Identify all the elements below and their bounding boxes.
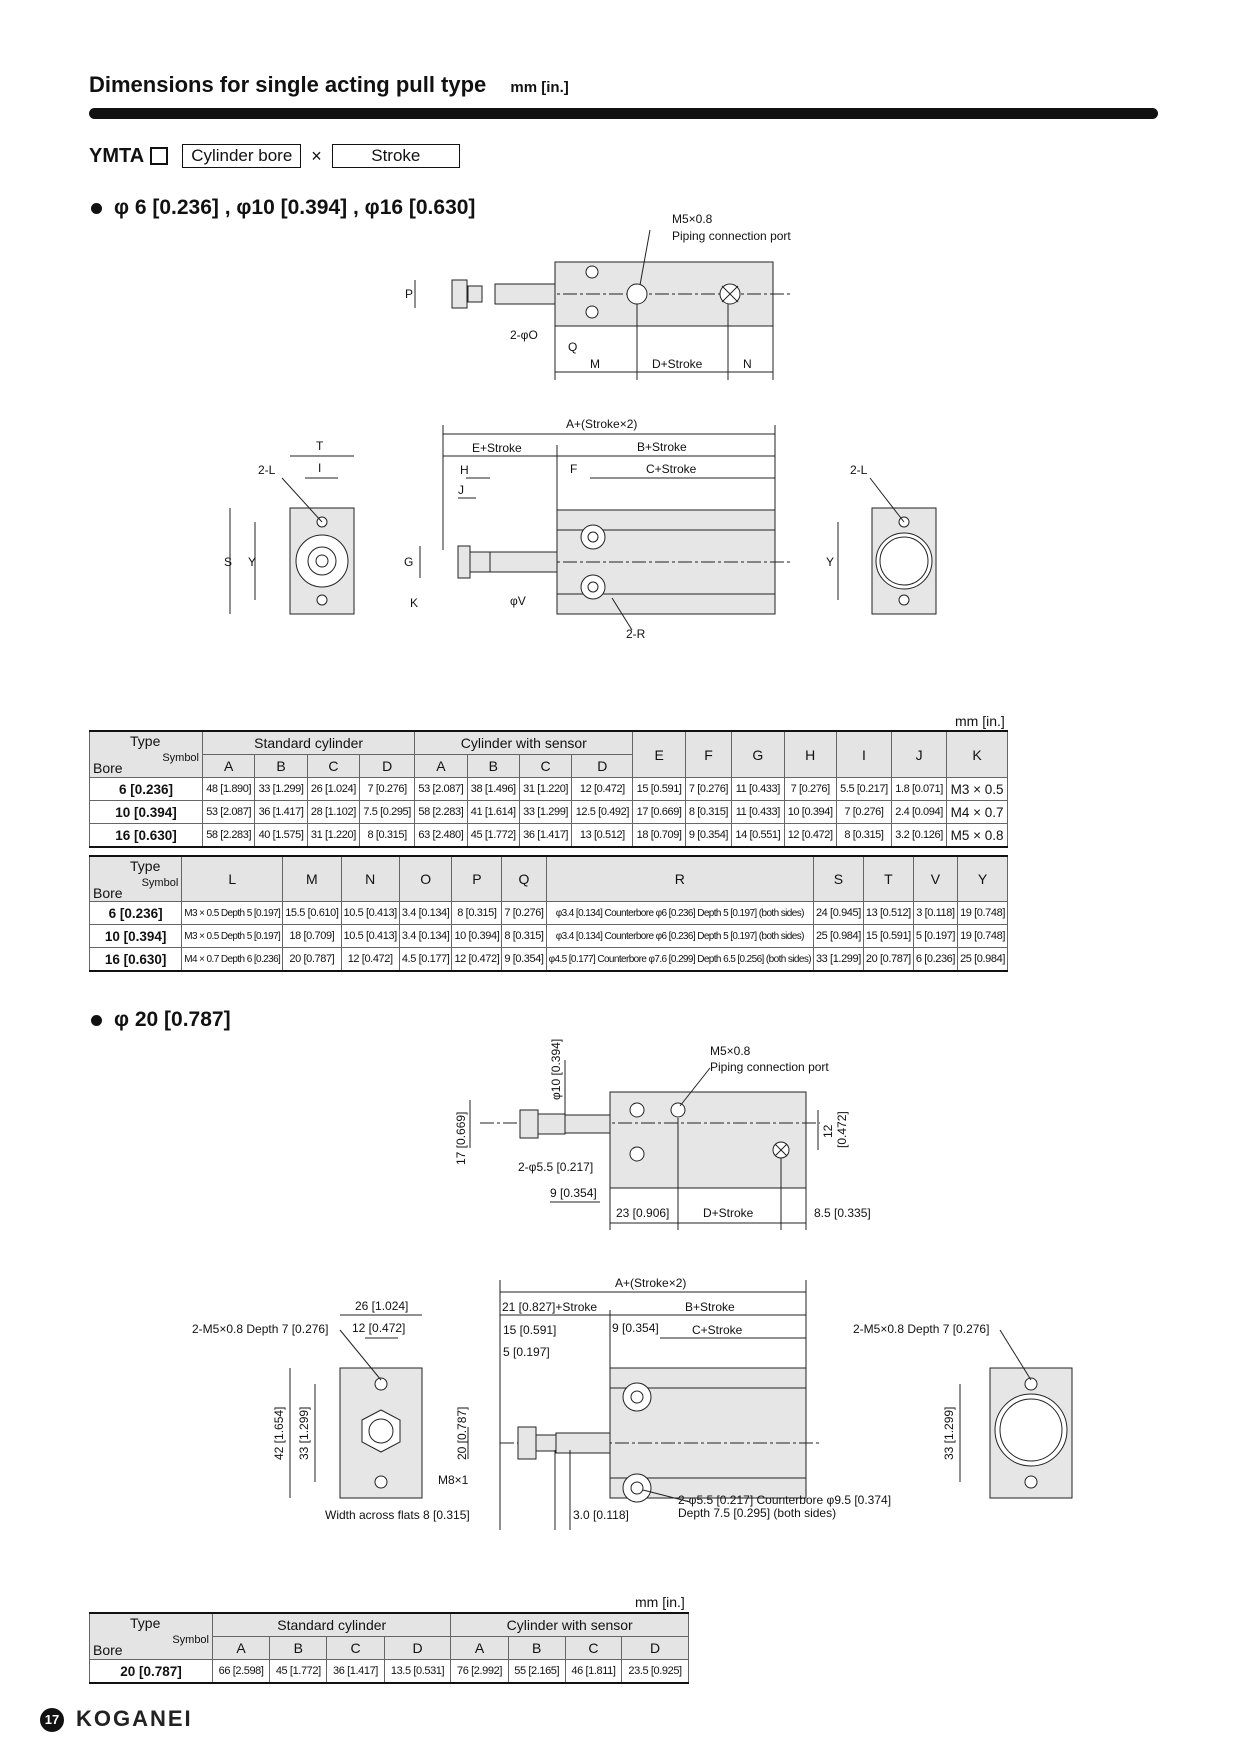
col-a-sensor: A [415,755,467,778]
lbl-f: F [570,462,578,476]
col-d-sensor: D [572,755,633,778]
table-cell: 66 [2.598] [213,1660,270,1684]
lbl-d12a: 12 [821,1124,835,1138]
lbl-2r: 2-R [626,627,646,641]
lbl-d12: 12 [0.472] [352,1321,406,1335]
bore-cell: 6 [0.236] [90,902,182,925]
col-d: D [384,1637,451,1660]
lbl-j: J [458,483,464,497]
table-cell: 4.5 [0.177] [399,948,452,972]
title-unit: mm [in.] [510,79,569,96]
table-cell: 15 [0.591] [863,925,913,948]
lbl-d20: 20 [0.787] [455,1406,469,1460]
table-cell: 3 [0.118] [913,902,957,925]
brand-logo: KOGANEI [76,1706,193,1731]
lbl-2l-left: 2-L [258,463,276,477]
table-header-row [90,731,1008,755]
bore-cell: 10 [0.394] [90,925,182,948]
section1-heading-text: φ 6 [0.236] , φ10 [0.394] , φ16 [0.630] [114,196,476,219]
lbl-y-left: Y [248,555,257,569]
table-cell: 76 [2.992] [451,1660,508,1684]
table-cell: 7 [0.276] [685,778,731,801]
bore-cell: 6 [0.236] [90,778,203,801]
table-cell: 11 [0.433] [732,801,784,824]
section2-heading [91,1008,231,1032]
type-symbol-cell: Type Symbol Bore [90,1613,213,1660]
table-header-row [90,1613,689,1637]
col-r: R [546,856,813,902]
page-title [89,72,569,98]
table-cell: 9 [0.354] [685,824,731,848]
col-t: T [863,856,913,902]
col-p: P [452,856,502,902]
header-rule [89,108,1158,119]
col-v: V [913,856,957,902]
table-cell: 5.5 [0.217] [836,778,891,801]
table-cell: 31 [1.220] [519,778,571,801]
table-cell: 15.5 [0.610] [283,902,341,925]
lbl-t: T [316,439,324,453]
table-cell: 24 [0.945] [813,902,863,925]
model-code [89,144,460,168]
lbl-k: K [410,596,419,610]
lbl-i: I [318,461,322,475]
table-cell: 10.5 [0.413] [341,902,399,925]
stroke-box: Stroke [332,144,460,168]
col-a-sensor: A [451,1637,508,1660]
table-cell: 7 [0.276] [360,778,415,801]
table-cell: 36 [1.417] [327,1660,384,1684]
table-cell: 38 [1.496] [467,778,519,801]
col-o: O [399,856,452,902]
col-b: B [270,1637,327,1660]
unit-label-2: mm [in.] [635,1594,685,1610]
table-cell: 53 [2.087] [415,778,467,801]
table-cell: 36 [1.417] [255,801,307,824]
spec-table-1 [89,730,1008,848]
lbl-d15: 15 [0.591] [503,1323,557,1337]
lbl-d42: 42 [1.654] [272,1406,286,1460]
table-cell: 25 [0.984] [813,925,863,948]
table-cell: 31 [1.220] [307,824,359,848]
table-cell: 1.8 [0.071] [892,778,947,801]
lbl-d-stroke: D+Stroke [703,1206,754,1220]
section1-drawing [0,200,1240,650]
table-cell: 3.4 [0.134] [399,902,452,925]
table-cell: 9 [0.354] [502,948,546,972]
lbl-p: P [405,287,414,301]
table-row [90,778,1008,801]
group-sensor: Cylinder with sensor [415,731,633,755]
lbl-d33-right: 33 [1.299] [942,1406,956,1460]
table-cell: 58 [2.283] [203,824,255,848]
title-text: Dimensions for single acting pull type [89,72,487,97]
bore-cell: 10 [0.394] [90,801,203,824]
table-header-row [90,856,1008,902]
table-cell: 33 [1.299] [813,948,863,972]
table-cell: 7 [0.276] [502,902,546,925]
lbl-a-stroke: A+(Stroke×2) [615,1276,687,1290]
table-cell: 8 [0.315] [836,824,891,848]
col-j: J [892,731,947,778]
table-cell: 40 [1.575] [255,824,307,848]
table-cell: φ3.4 [0.134] Counterbore φ6 [0.236] Depth 5 [0.197] (both sides) [546,902,813,925]
model-name: YMTA [89,144,145,167]
lbl-d5: 5 [0.197] [503,1345,550,1359]
col-s: S [813,856,863,902]
lbl-cb1: 2-φ5.5 [0.217] Counterbore φ9.5 [0.374] [678,1493,892,1507]
table-cell: 33 [1.299] [255,778,307,801]
table-cell: 13 [0.512] [572,824,633,848]
table-cell: 8 [0.315] [685,801,731,824]
table-cell: 41 [1.614] [467,801,519,824]
col-m: M [283,856,341,902]
table-cell: 33 [1.299] [519,801,571,824]
lbl-a-stroke: A+(Stroke×2) [566,417,638,431]
table-row [90,948,1008,972]
table-cell: 46 [1.811] [565,1660,621,1684]
table-cell: M3 × 0.5 [947,778,1008,801]
table-cell: 58 [2.283] [415,801,467,824]
lbl-flats: Width across flats 8 [0.315] [325,1508,470,1522]
lbl-d23: 23 [0.906] [616,1206,670,1220]
lbl-o: 2-φO [510,328,538,342]
lbl-port: Piping connection port [672,229,791,243]
lbl-d12b: [0.472] [835,1111,849,1148]
group-standard: Standard cylinder [213,1613,451,1637]
col-e: E [633,731,685,778]
col-c-sensor: C [519,755,571,778]
table-cell: 55 [2.165] [508,1660,565,1684]
lbl-d10: φ10 [0.394] [549,1038,563,1100]
table-cell: 13.5 [0.531] [384,1660,451,1684]
table-cell: M4 × 0.7 [947,801,1008,824]
col-c: C [327,1637,384,1660]
col-k: K [947,731,1008,778]
lbl-g: G [404,555,414,569]
table-cell: M3 × 0.5 Depth 5 [0.197] [182,925,283,948]
table-cell: 12 [0.472] [572,778,633,801]
lbl-v: φV [510,594,526,608]
table-cell: φ4.5 [0.177] Counterbore φ7.6 [0.299] Depth 6.5 [0.256] (both sides) [546,948,813,972]
table-cell: 12 [0.472] [784,824,836,848]
lbl-b-stroke: B+Stroke [637,440,687,454]
table-cell: 10.5 [0.413] [341,925,399,948]
table-cell: 25 [0.984] [958,948,1008,972]
bore-cell: 16 [0.630] [90,824,203,848]
table-cell: 63 [2.480] [415,824,467,848]
table-cell: 14 [0.551] [732,824,784,848]
col-d-sensor: D [622,1637,689,1660]
col-b-sensor: B [467,755,519,778]
lbl-h: H [460,463,469,477]
spec-table-2 [89,855,1008,972]
table-row [90,824,1008,848]
table-cell: 18 [0.709] [633,824,685,848]
lbl-m: M [590,357,600,371]
table-cell: 26 [1.024] [307,778,359,801]
col-q: Q [502,856,546,902]
bore-box: Cylinder bore [182,144,301,168]
lbl-d3: 3.0 [0.118] [573,1508,629,1522]
col-y: Y [958,856,1008,902]
table-cell: M5 × 0.8 [947,824,1008,848]
bore-cell: 20 [0.787] [90,1660,213,1684]
col-g: G [732,731,784,778]
lbl-m5: M5×0.8 [710,1044,751,1058]
table-cell: 3.2 [0.126] [892,824,947,848]
table-cell: 12 [0.472] [452,948,502,972]
table-cell: 8 [0.315] [360,824,415,848]
lbl-y-right: Y [826,555,835,569]
table-cell: 20 [0.787] [863,948,913,972]
lbl-d21: 21 [0.827]+Stroke [502,1300,598,1314]
table-cell: 10 [0.394] [784,801,836,824]
table-cell: 11 [0.433] [732,778,784,801]
table-cell: 8 [0.315] [502,925,546,948]
lbl-d17: 17 [0.669] [454,1111,468,1165]
table-cell: 36 [1.417] [519,824,571,848]
table-cell: 23.5 [0.925] [622,1660,689,1684]
col-i: I [836,731,891,778]
group-sensor: Cylinder with sensor [451,1613,689,1637]
table-cell: 13 [0.512] [863,902,913,925]
lbl-d9: 9 [0.354] [550,1186,597,1200]
lbl-c-stroke: C+Stroke [692,1323,743,1337]
page-number: 17 [40,1708,64,1732]
bullet-icon [91,1015,102,1026]
table-row [90,902,1008,925]
lbl-port: Piping connection port [710,1060,829,1074]
lbl-m5-depth-right: 2-M5×0.8 Depth 7 [0.276] [853,1322,990,1336]
lbl-s: S [224,555,233,569]
section2-heading-text: φ 20 [0.787] [114,1008,231,1031]
group-standard: Standard cylinder [203,731,415,755]
col-c-sensor: C [565,1637,621,1660]
table-cell: 8 [0.315] [452,902,502,925]
table-row [90,801,1008,824]
lbl-cb2: Depth 7.5 [0.295] (both sides) [678,1506,837,1520]
col-d: D [360,755,415,778]
times-sign: × [311,145,322,166]
section2-drawing [0,1030,1240,1530]
table-cell: 10 [0.394] [452,925,502,948]
col-c: C [307,755,359,778]
lbl-m5-depth: 2-M5×0.8 Depth 7 [0.276] [192,1322,329,1336]
lbl-d26: 26 [1.024] [355,1299,409,1313]
table-row [90,925,1008,948]
table-cell: φ3.4 [0.134] Counterbore φ6 [0.236] Depth 5 [0.197] (both sides) [546,925,813,948]
lbl-d85: 8.5 [0.335] [814,1206,871,1220]
table-cell: 2.4 [0.094] [892,801,947,824]
table-cell: 28 [1.102] [307,801,359,824]
table-cell: 7 [0.276] [784,778,836,801]
lbl-b-stroke: B+Stroke [685,1300,735,1314]
table-cell: 12.5 [0.492] [572,801,633,824]
table-cell: 19 [0.748] [958,925,1008,948]
lbl-2l-right: 2-L [850,463,868,477]
col-b-sensor: B [508,1637,565,1660]
table-cell: 45 [1.772] [270,1660,327,1684]
lbl-n: N [743,357,752,371]
table-cell: 7.5 [0.295] [360,801,415,824]
table-cell: 53 [2.087] [203,801,255,824]
lbl-c-stroke: C+Stroke [646,462,697,476]
lbl-m5: M5×0.8 [672,212,713,226]
col-a: A [203,755,255,778]
unit-label-1: mm [in.] [955,713,1005,729]
type-symbol-cell: Type Symbol Bore [90,731,203,778]
lbl-m8: M8×1 [438,1473,469,1487]
col-b: B [255,755,307,778]
model-box-icon [150,147,168,165]
table-cell: 19 [0.748] [958,902,1008,925]
spec-table-3 [89,1612,689,1684]
table-cell: 17 [0.669] [633,801,685,824]
table-cell: 45 [1.772] [467,824,519,848]
table-cell: 3.4 [0.134] [399,925,452,948]
col-l: L [182,856,283,902]
lbl-d-stroke: D+Stroke [652,357,703,371]
table-cell: 12 [0.472] [341,948,399,972]
table-cell: M4 × 0.7 Depth 6 [0.236] [182,948,283,972]
bore-cell: 16 [0.630] [90,948,182,972]
table-cell: 18 [0.709] [283,925,341,948]
lbl-o55: 2-φ5.5 [0.217] [518,1160,594,1174]
table-cell: 7 [0.276] [836,801,891,824]
col-f: F [685,731,731,778]
table-cell: 6 [0.236] [913,948,957,972]
table-row [90,1660,689,1684]
lbl-d9b: 9 [0.354] [612,1321,659,1335]
lbl-e-stroke: E+Stroke [472,441,522,455]
type-symbol-cell: Type Symbol Bore [90,856,182,902]
col-n: N [341,856,399,902]
lbl-d33: 33 [1.299] [297,1406,311,1460]
col-h: H [784,731,836,778]
table-cell: 20 [0.787] [283,948,341,972]
table-cell: 48 [1.890] [203,778,255,801]
col-a: A [213,1637,270,1660]
table-cell: 15 [0.591] [633,778,685,801]
lbl-q: Q [568,340,578,354]
table-cell: M3 × 0.5 Depth 5 [0.197] [182,902,283,925]
table-cell: 5 [0.197] [913,925,957,948]
